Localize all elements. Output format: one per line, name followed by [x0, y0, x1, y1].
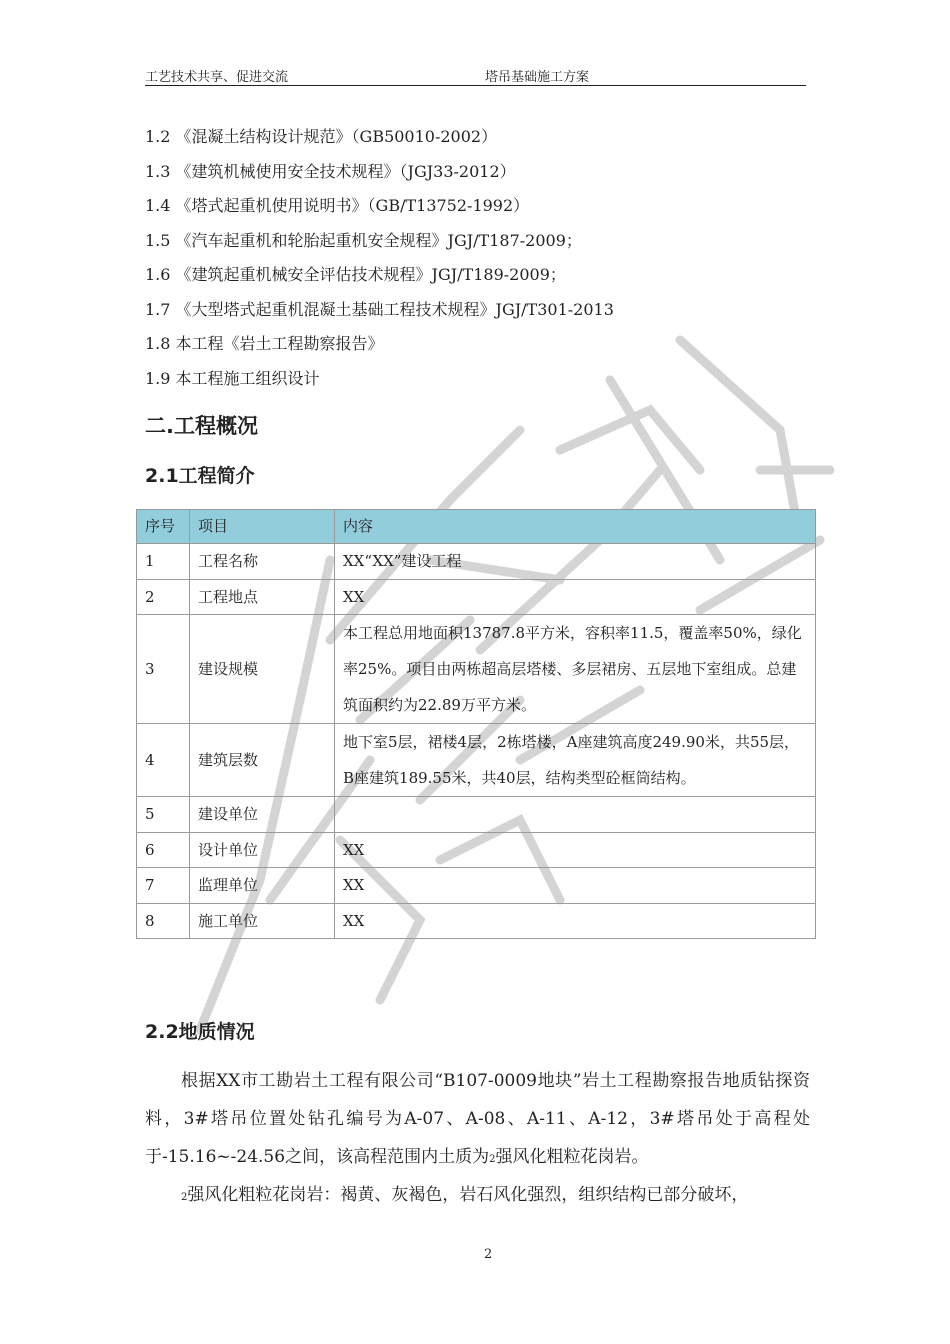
table-cell-content: 地下室5层，裙楼4层，2栋塔楼，A座建筑高度249.90米，共55层，B座建筑189.55米，共40层，结构类型砼框筒结构。 — [335, 724, 816, 797]
table-cell-content — [335, 797, 816, 833]
table-cell-content: XX — [335, 903, 816, 939]
subsection-heading-intro: 2.1工程简介 — [145, 465, 255, 487]
layer-subscript: 2 — [181, 1192, 188, 1203]
table-cell-item: 监理单位 — [190, 868, 335, 904]
table-cell-no: 6 — [137, 832, 190, 868]
granite-paragraph — [145, 1176, 810, 1217]
reference-item: 1.8 本工程《岩土工程勘察报告》 — [145, 334, 384, 353]
table-row — [137, 832, 816, 868]
table-cell-item: 建设单位 — [190, 797, 335, 833]
table-cell-content: XX — [335, 579, 816, 615]
table-row — [137, 724, 816, 797]
header-left-text: 工艺技术共享、促进交流 — [145, 70, 289, 85]
project-info-table — [136, 509, 816, 939]
table-row — [137, 615, 816, 724]
table-cell-no: 4 — [137, 724, 190, 797]
geology-paragraph — [145, 1062, 810, 1179]
table-cell-item: 工程地点 — [190, 579, 335, 615]
table-header-cell: 内容 — [335, 510, 816, 544]
table-row — [137, 579, 816, 615]
geology-text-end: 强风化粗粒花岗岩。 — [495, 1147, 649, 1167]
table-cell-item: 施工单位 — [190, 903, 335, 939]
reference-item: 1.7 《大型塔式起重机混凝土基础工程技术规程》JGJ/T301-2013 — [145, 299, 614, 319]
table-cell-no: 7 — [137, 868, 190, 904]
table-cell-item: 工程名称 — [190, 544, 335, 580]
reference-item: 1.5 《汽车起重机和轮胎起重机安全规程》JGJ/T187-2009； — [145, 230, 582, 250]
granite-text: 强风化粗粒花岗岩：褐黄、灰褐色，岩石风化强烈，组织结构已部分破坏， — [187, 1185, 749, 1205]
reference-item: 1.9 本工程施工组织设计 — [145, 368, 320, 388]
section-heading: 二.工程概况 — [145, 414, 258, 438]
table-header-cell: 序号 — [137, 510, 190, 544]
reference-item: 1.6 《建筑起重机械安全评估技术规程》JGJ/T189-2009； — [145, 265, 566, 284]
table-row — [137, 903, 816, 939]
table-cell-no: 8 — [137, 903, 190, 939]
table-cell-item: 设计单位 — [190, 832, 335, 868]
subsection-heading-geology: 2.2地质情况 — [145, 1021, 255, 1043]
table-cell-no: 2 — [137, 579, 190, 615]
table-row — [137, 544, 816, 580]
page-number: 2 — [484, 1247, 493, 1262]
table-cell-item: 建设规模 — [190, 615, 335, 724]
table-cell-no: 5 — [137, 797, 190, 833]
table-header-row — [137, 510, 816, 544]
table-cell-item: 建筑层数 — [190, 724, 335, 797]
reference-item: 1.2 《混凝土结构设计规范》（GB50010-2002） — [145, 127, 498, 146]
table-row — [137, 868, 816, 904]
reference-item: 1.4 《塔式起重机使用说明书》（GB/T13752-1992） — [145, 196, 530, 215]
table-cell-content: 本工程总用地面积13787.8平方米，容积率11.5，覆盖率50%，绿化率25%。项目由两栋超高层塔楼、多层裙房、五层地下室组成。总建筑面积约为22.89万平方米。 — [335, 615, 816, 724]
header-title: 塔吊基础施工方案 — [485, 70, 590, 85]
table-cell-content: XX“XX”建设工程 — [335, 544, 816, 580]
page-header — [145, 64, 806, 86]
table-cell-content: XX — [335, 832, 816, 868]
table-cell-content: XX — [335, 868, 816, 904]
layer-subscript: 2 — [489, 1154, 496, 1165]
table-row — [137, 797, 816, 833]
table-cell-no: 1 — [137, 544, 190, 580]
reference-list — [145, 124, 805, 400]
table-cell-no: 3 — [137, 615, 190, 724]
table-header-cell: 项目 — [190, 510, 335, 544]
geology-text: 根据XX市工勘岩土工程有限公司“B107-0009地块”岩土工程勘察报告地质钻探资料，3#塔吊位置处钻孔编号为A-07、A-08、A-11、A-12，3#塔吊处于高程处于-15.16~-24.56之间，该高程范围内土质为 — [145, 1071, 810, 1167]
reference-item: 1.3 《建筑机械使用安全技术规程》（JGJ33-2012） — [145, 161, 516, 181]
